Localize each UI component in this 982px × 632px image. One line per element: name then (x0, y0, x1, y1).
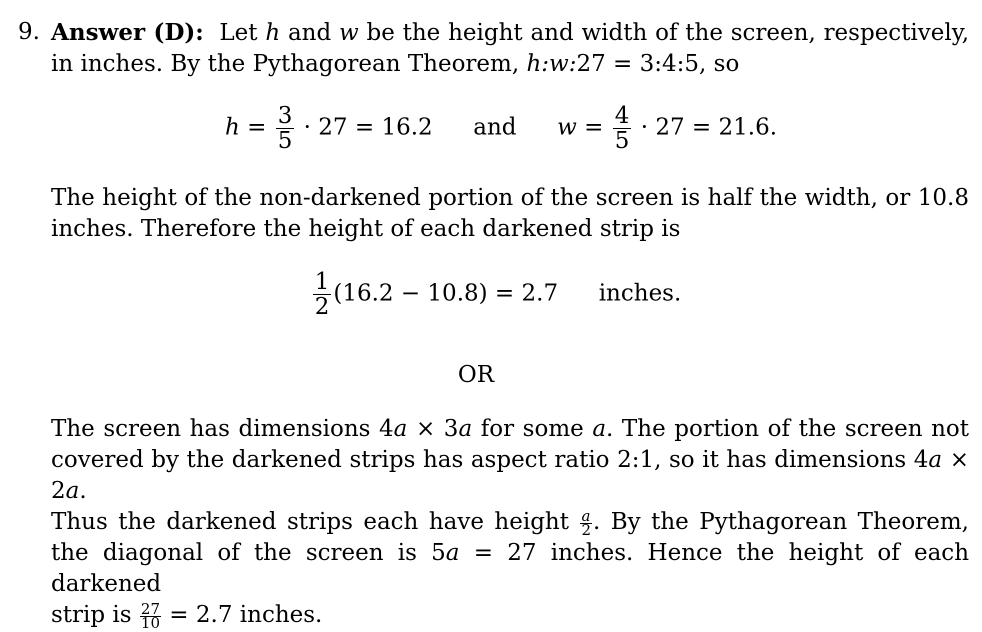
intro-line-1 (51, 17, 969, 49)
var-a: a (65, 478, 80, 504)
eq-h-lhs: h = (224, 114, 267, 141)
alt-line-1 (51, 414, 969, 445)
alternate-solution (51, 414, 969, 631)
answer-label: Answer (D): (51, 19, 204, 46)
eq2-unit: inches. (598, 280, 682, 307)
eq-h-rhs: · 27 = 16.2 (303, 114, 433, 141)
equation-height-width (0, 104, 982, 153)
intro-text: and (280, 20, 339, 46)
alt-text: covered by the darkened strips has aspect ratio 2:1, so it has dimensions 4 (51, 447, 929, 473)
intro-line-2 (51, 49, 969, 80)
fraction-3-5 (276, 104, 295, 153)
var-a: a (592, 416, 607, 442)
eq2-expr: (16.2 − 10.8) = 2.7 (333, 280, 559, 307)
intro-text: Let (219, 20, 266, 46)
alt-text: Thus the darkened strips each have height (51, 509, 580, 535)
alt-text: × 3 (407, 416, 459, 442)
alt-line-4 (51, 538, 969, 600)
var-a: a (445, 540, 460, 566)
ratio-vars: h:w: (526, 51, 577, 77)
alt-text: . By the Pythagorean Theorem, (592, 509, 969, 535)
var-h: h (265, 20, 281, 46)
frac-den: 2 (314, 294, 330, 320)
alt-line-5 (51, 600, 969, 631)
frac-num: 3 (277, 103, 293, 129)
para2-line-1: The height of the non-darkened portion of the screen is half the width, or 10.8 (51, 185, 969, 211)
var-a: a (393, 416, 408, 442)
fraction-27-10 (140, 600, 161, 632)
eq-w-lhs: w = (557, 114, 604, 141)
nondarkened-paragraph (51, 183, 969, 245)
intro-paragraph (51, 17, 969, 80)
alt-line-2 (51, 445, 969, 507)
frac-den: 5 (277, 128, 293, 154)
ratio-text: 27 = 3:4:5, so (576, 51, 740, 77)
alt-line-3 (51, 507, 969, 538)
frac-den: 10 (140, 614, 160, 632)
var-a: a (928, 447, 943, 473)
frac-num: 4 (614, 103, 630, 129)
frac-den: 2 (581, 521, 591, 539)
alt-text: × 2 (51, 447, 969, 504)
eq-w-rhs: · 27 = 21.6. (640, 114, 778, 141)
equation-strip-height (0, 270, 982, 319)
problem-number: 9. (18, 19, 40, 45)
or-separator: OR (457, 362, 495, 388)
alt-text: . The portion of the screen not (606, 416, 970, 442)
fraction-a-2 (580, 507, 592, 539)
alt-text: = 27 inches. Hence the height of each darkened (51, 540, 970, 597)
frac-num: 27 (140, 600, 160, 618)
var-w: w (339, 20, 359, 46)
alt-text: for some (472, 416, 593, 442)
frac-den: 5 (614, 128, 630, 154)
alt-text: strip is (51, 602, 139, 628)
alt-text: the diagonal of the screen is 5 (51, 540, 446, 566)
alt-text: = 2.7 inches. (162, 602, 323, 628)
intro-text: be the height and width of the screen, respectively, (358, 20, 970, 46)
frac-num: a (581, 507, 591, 525)
eq-and: and (473, 114, 517, 141)
alt-text: The screen has dimensions 4 (51, 416, 394, 442)
fraction-1-2 (313, 270, 332, 319)
frac-num: 1 (314, 269, 330, 295)
fraction-4-5 (613, 104, 632, 153)
intro-text: in inches. By the Pythagorean Theorem, (51, 51, 527, 77)
var-a: a (458, 416, 473, 442)
alt-text: . (79, 478, 87, 504)
para2-line-2: inches. Therefore the height of each darkened strip is (51, 216, 681, 242)
